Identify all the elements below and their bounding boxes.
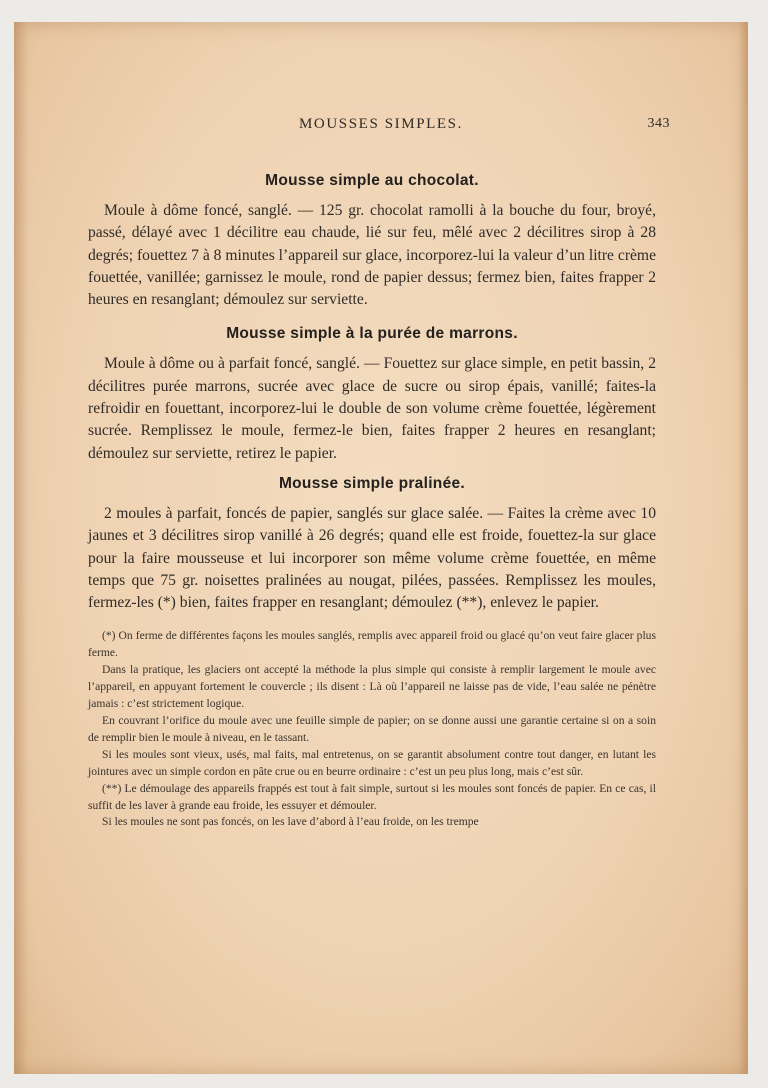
page-content: [88, 172, 656, 831]
footnote-6: Si les moules ne sont pas foncés, on les lave d’abord à l’eau froide, on les trempe: [102, 815, 479, 829]
page-left-shadow: [14, 22, 28, 1074]
book-page: [14, 22, 748, 1074]
page-right-edge: [738, 22, 748, 1074]
footnote-1: (*) On ferme de différentes façons les moules sanglés, remplis avec appareil froid ou glacé qu’on veut faire glacer plus ferme.: [88, 629, 656, 660]
section-text-pralinee: 2 moules à parfait, foncés de papier, sanglés sur glace salée. — Faites la crème avec 10 jaunes et 3 décilitres sirop vanillé à 26 degrés; quand elle est froide, fouettez-la sur glace pour la faire mousseuse et lui incorporer son même volume crème fouettée, en même temps que 75 gr. noisettes pralinées au nougat, pilées, passées. Remplissez les moules, fermez-les (*) bien, faites frapper en resanglant; démoulez (**), enlevez le papier.: [88, 504, 656, 612]
running-head: [14, 116, 748, 138]
footnote-3: En couvrant l’orifice du moule avec une feuille simple de papier; on se donne aussi une garantie certaine si on a soin de remplir bien le moule à niveau, en le tassant.: [88, 713, 656, 744]
section-title-pralinee: Mousse simple pralinée.: [278, 474, 466, 492]
section-text-marrons: Moule à dôme ou à parfait foncé, sanglé. — Fouettez sur glace simple, en petit bassin, 2 décilitres purée marrons, sucrée avec glace de sucre ou sirop épais, vanillé; faites-la refroidir en fouettant, incorporez-lui le double de son volume crème fouettée, légèrement sucrée. Remplissez le moule, fermez-le bien, faites frapper 2 heures en resanglant; démoulez sur serviette, retirez le papier.: [88, 355, 656, 462]
section-text-chocolat: Moule à dôme foncé, sanglé. — 125 gr. chocolat ramolli à la bouche du four, broyé, passé, délayé avec 1 décilitre eau chaude, lié sur feu, mêlé avec 2 décilitres sirop à 28 degrés; fouettez 7 à 8 minutes l’appareil sur glace, incorporez-lui la valeur d’un litre crème fouettée, vanillée; garnissez le moule, rond de papier dessus; fermez bien, faites frapper 2 heures en resanglant; démoulez sur serviette.: [88, 202, 656, 309]
page-number: 343: [647, 116, 670, 131]
footnote-4: Si les moules sont vieux, usés, mal faits, mal entretenus, on se garantit absolument contre tout danger, en lutant les jointures avec un simple cordon en pâte crue ou en beurre ordinaire : c’est un peu plus long, mais c’est sûr.: [88, 747, 656, 778]
section-title-marrons: Mousse simple à la purée de marrons.: [226, 325, 518, 343]
footnote-5: (**) Le démoulage des appareils frappés est tout à fait simple, surtout si les moules sont foncés de papier. En ce cas, il suffit de les laver à grande eau froide, les essuyer et démouler.: [88, 781, 656, 812]
running-title: MOUSSES SIMPLES.: [299, 116, 463, 132]
footnote-2: Dans la pratique, les glaciers ont accepté la méthode la plus simple qui consiste à remplir largement le moule avec l’appareil, en appuyant fortement le couvercle ; ils disent : Là où l’appareil ne laisse pas de vide, l’eau salée ne pénètre jamais : c’est strictement logique.: [88, 663, 656, 711]
section-title-chocolat: Mousse simple au chocolat.: [265, 172, 479, 189]
footnotes: [88, 628, 656, 831]
